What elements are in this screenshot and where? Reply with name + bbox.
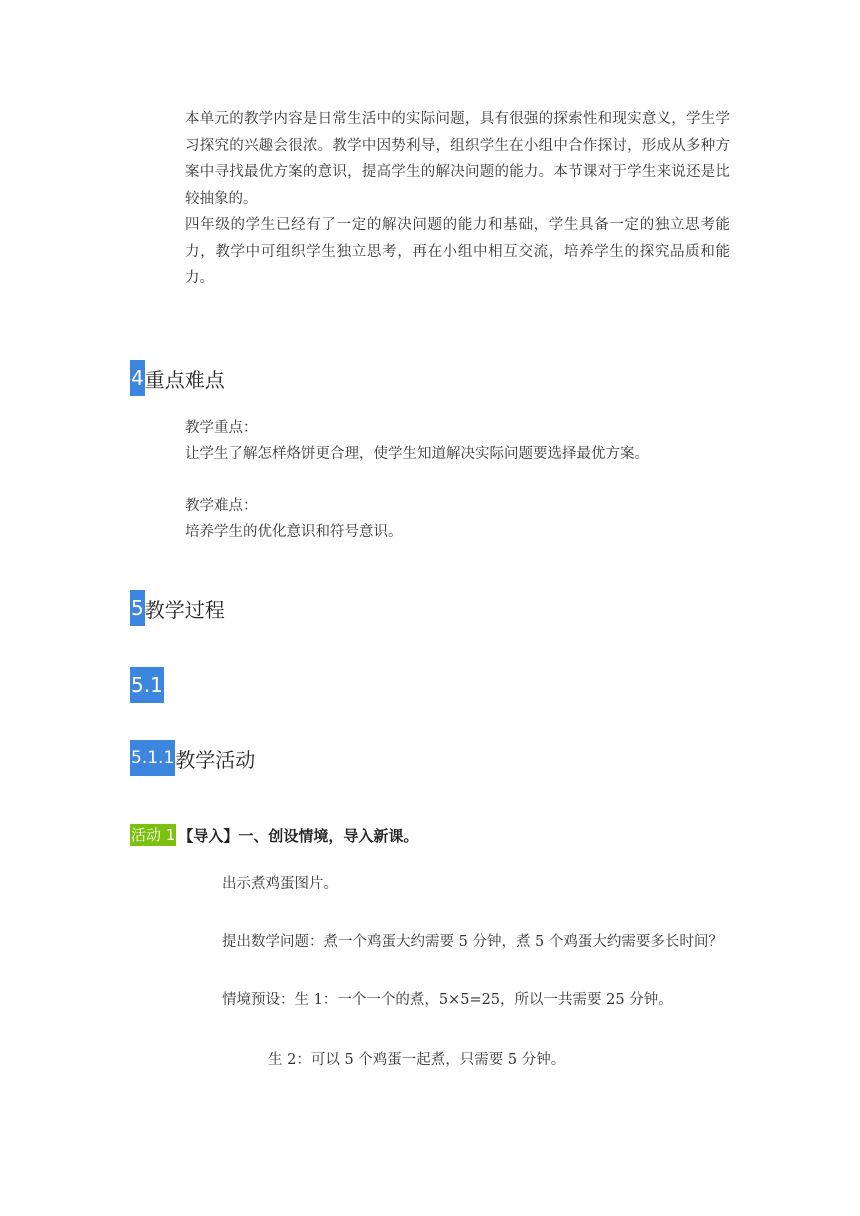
difficulty-text: 培养学生的优化意识和符号意识。	[185, 524, 403, 540]
section-5-1-1-heading	[130, 740, 255, 776]
key-point-text: 让学生了解怎样烙饼更合理，使学生知道解决实际问题要选择最优方案。	[185, 446, 649, 462]
section-number: 5.1.1	[130, 740, 175, 776]
activity-line: 出示煮鸡蛋图片。	[222, 876, 338, 892]
activity-title: 【导入】一、创设情境，导入新课。	[178, 826, 419, 845]
section-5-1-heading	[130, 667, 164, 703]
key-point-label: 教学重点：	[185, 420, 258, 436]
section-number: 4	[130, 360, 145, 396]
section-title: 教学过程	[144, 597, 225, 622]
section-title: 重点难点	[144, 367, 225, 392]
intro-paragraph-2: 四年级的学生已经有了一定的解决问题的能力和基础，学生具备一定的独立思考能力，教学中可组织学生独立思考，再在小组中相互交流，培养学生的探究品质和能力。	[185, 217, 730, 286]
section-number: 5.1	[130, 667, 164, 703]
activity-tag: 活动 1	[131, 826, 176, 844]
activity-1-heading	[130, 824, 418, 846]
intro-paragraph-1: 本单元的教学内容是日常生活中的实际问题，具有很强的探索性和现实意义，学生学习探究的兴趣会很浓。教学中因势利导，组织学生在小组中合作探讨，形成从多种方案中寻找最优方案的意识，提高学生的解决问题的能力。本节课对于学生来说还是比较抽象的。	[185, 111, 730, 207]
section-4-heading	[130, 360, 225, 396]
activity-line: 情境预设：生 1：一个一个的煮，5×5=25，所以一共需要 25 分钟。	[222, 992, 673, 1008]
section-title: 教学活动	[175, 747, 256, 772]
section-number: 5	[130, 590, 145, 626]
difficulty-label: 教学难点：	[185, 498, 258, 514]
section-5-heading	[130, 590, 225, 626]
activity-line: 提出数学问题：煮一个鸡蛋大约需要 5 分钟，煮 5 个鸡蛋大约需要多长时间？	[222, 934, 723, 950]
activity-line: 生 2：可以 5 个鸡蛋一起煮，只需要 5 分钟。	[268, 1052, 566, 1068]
